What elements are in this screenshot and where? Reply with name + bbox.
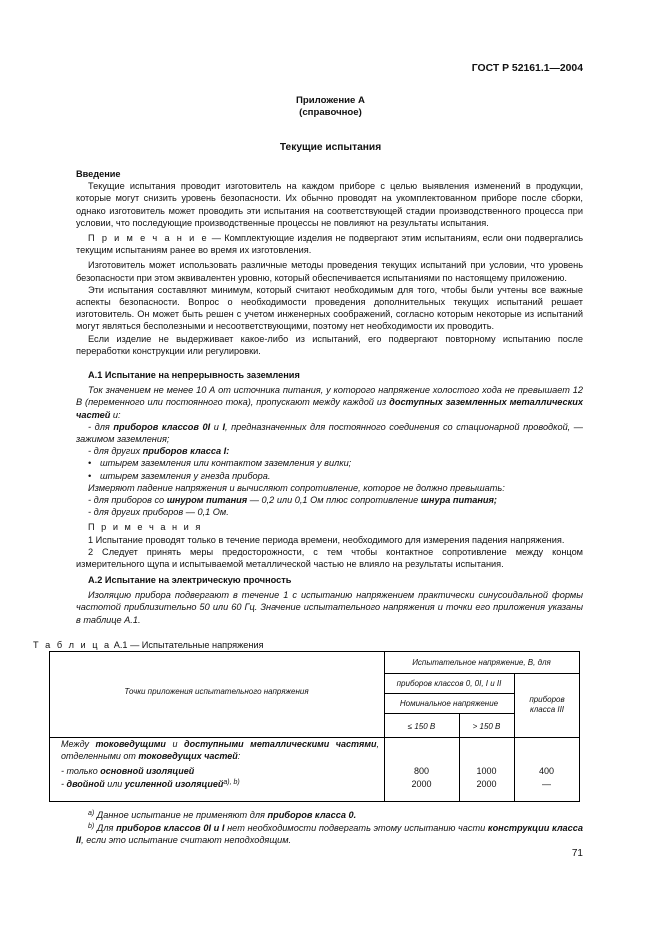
footnote-a-mark: a) — [88, 810, 95, 817]
a1-p1-end: и: — [110, 409, 121, 420]
footnote-b-term1: приборов классов 0I и I — [116, 823, 225, 833]
table-rule — [384, 693, 514, 694]
footnote-b-text3: , если это испытание считают неподходящим. — [81, 835, 292, 846]
row-basic-term: основной изоляцией — [100, 766, 195, 776]
a1-d3-term2: шнура питания; — [420, 495, 497, 506]
intro-heading: Введение — [76, 169, 121, 179]
intro-paragraph-2: Изготовитель может использовать различные методы проведения текущих испытаний при условии, что уровень безопасности при этом эквивалентен уровню, который обеспечивается испытаниями по настоящему приложению. — [76, 260, 583, 283]
a1-bullet-1 — [76, 457, 583, 469]
a1-d1-and: и — [210, 421, 223, 432]
table-rule — [384, 713, 514, 714]
row-double-footnote-ref: a), b) — [223, 779, 240, 786]
footnote-a-term: приборов класса 0. — [267, 810, 357, 820]
section-title: Текущие испытания — [279, 142, 382, 153]
row-head-live-parts: токоведущих частей — [138, 750, 238, 761]
row-head-between: Между — [61, 739, 96, 749]
row-double-gt150: 2000 — [476, 779, 497, 789]
header-gt150: > 150 В — [472, 722, 501, 731]
a1-note-1: 1 Испытание проводят только в течение периода времени, необходимого для измерения падения напряжения. — [88, 534, 565, 545]
table-rule — [384, 673, 579, 674]
a1-p1-text: Ток значением не менее 10 А от источника питания, у которого напряжение холостого хода не превышает 12 В (переменного или постоянного тока), пропускают между каждой из — [76, 385, 583, 408]
a1-d1-term: приборов классов 0I — [113, 421, 211, 432]
header-voltage: Испытательное напряжение, В, для — [412, 658, 551, 667]
header-nominal: Номинальное напряжение — [399, 699, 499, 708]
a1-dash-1 — [76, 421, 583, 445]
row-basic-le150: 800 — [413, 766, 430, 776]
appendix-label: Приложение А — [296, 95, 365, 106]
note-label: П р и м е ч а н и е — [88, 233, 209, 244]
footnote-b-text1: Для — [94, 823, 117, 833]
a1-heading: А.1 Испытание на непрерывность заземления — [88, 370, 300, 380]
table-caption-text: А.1 — Испытательные напряжения — [111, 640, 264, 650]
a2-paragraph-1: Изоляцию прибора подвергают в течение 1 с испытанию напряжением практически синусоидальной формы частотой приблизительно 50 или 60 Гц. Значение испытательного напряжения и точки его приложения указаны в таблице А.1. — [76, 590, 583, 625]
row-double-or: или — [104, 779, 125, 789]
a1-dash-2 — [76, 445, 583, 457]
table-border — [579, 651, 580, 802]
intro-note — [76, 232, 583, 256]
row-double-reinforced: усиленной изоляцией — [124, 779, 224, 789]
intro-paragraph-3: Эти испытания составляют минимум, который считают необходимым для того, чтобы были учтены все важные аспекты безопасности. Вопрос о необходимости проведения дополнительных текущих испытаний решает изготовитель. Он может быть решен с учетом инженерных соображений, согласно которым некоторые из испытаний могут являться бесполезными и несоответствующими, поэтому нет необходимости их проводить. — [76, 284, 583, 332]
intro-paragraph-1: Текущие испытания проводит изготовитель на каждом приборе с целью выявления изменений в продукции, которые могут снизить уровень безопасности. Их обычно проводят на укомплектованном приборе после сборки, однако изготовитель может проводить эти испытания на соответствующей стадии производственного процесса при условии, что последующие производственные процессы не повлияют на результаты испытания. — [76, 181, 583, 228]
footnote-b-text2: нет необходимости подвергать этому испытанию части — [224, 823, 488, 833]
a1-d1-end: , предназначенных для постоянного соединения со стационарной проводкой, — зажимом заземления; — [76, 421, 583, 445]
row-head-separated: , отделенными от — [61, 739, 380, 761]
row-basic-gt150: 1000 — [476, 766, 497, 776]
footnote-b — [76, 822, 583, 846]
a1-dash-4: - для других приборов — 0,1 Ом. — [88, 507, 229, 518]
row-head-live: токоведущими — [95, 739, 166, 749]
header-points: Точки приложения испытательного напряжения — [124, 687, 309, 696]
a1-notes-label: П р и м е ч а н и я — [88, 522, 203, 533]
a1-d3-mid: — 0,2 или 0,1 Ом плюс сопротивление — [247, 495, 421, 506]
table-rule — [49, 737, 580, 738]
a1-d2-term: приборов класса I: — [142, 446, 230, 457]
row-double-term: двойной — [66, 779, 105, 789]
row-head-text — [61, 739, 379, 762]
a1-dash-3 — [76, 494, 583, 506]
header-class3: приборов класса III — [529, 695, 565, 714]
a1-bullet-1-text: штырем заземления или контактом заземления у вилки; — [100, 458, 352, 469]
a1-bullet-2 — [76, 470, 583, 482]
test-voltage-table — [49, 651, 580, 802]
intro-paragraph-4: Если изделие не выдерживает какое-либо из испытаний, его подвергают повторному испытанию после переработки конструкции или регулировки. — [76, 333, 583, 356]
a1-d3-term: шнуром питания — [166, 495, 248, 506]
row-double-prefix: - — [61, 779, 67, 789]
appendix-type: (справочное) — [299, 107, 362, 118]
row-basic-label — [61, 765, 194, 777]
a1-d1-class: I — [222, 421, 225, 432]
table-border — [49, 651, 50, 802]
a1-d1-text: - для — [88, 421, 114, 432]
row-basic-prefix: - только — [61, 766, 101, 776]
note-text: — Комплектующие изделия не подвергают этим испытаниям, если они подвергались текущим испытаниям ранее во время их изготовления. — [76, 233, 583, 256]
a1-note-2: 2 Следует принять меры предосторожности, с тем чтобы контактное сопротивление между концом измерительного щупа и испытываемой металлической частью не влияло на результаты испытания. — [76, 546, 583, 570]
intro-block — [76, 168, 583, 357]
row-head-accessible: доступными металлическими частями — [184, 739, 377, 749]
row-double-label — [61, 778, 240, 790]
a2-heading: А.2 Испытание на электрическую прочность — [88, 575, 292, 585]
row-double-le150: 2000 — [411, 779, 432, 789]
footnote-a-text: Данное испытание не применяют для — [94, 810, 268, 820]
section-a2 — [76, 574, 583, 626]
a1-d3-text: - для приборов со — [88, 495, 167, 506]
table-caption-label: Т а б л и ц а — [33, 640, 112, 650]
header-classes: приборов классов 0, 0I, I и II — [396, 679, 502, 688]
a1-bullet-2-text: штырем заземления у гнезда прибора. — [100, 470, 271, 481]
row-head-and: и — [165, 739, 185, 749]
table-border — [49, 651, 580, 652]
bullet-icon: • — [88, 458, 92, 469]
footnote-b-term2: конструкции класса II — [76, 823, 583, 846]
footnote-b-mark: b) — [88, 823, 95, 830]
a1-p1-term: доступных заземленных металлических частей — [76, 397, 584, 420]
row-double-class3: — — [542, 779, 551, 789]
footnote-a — [76, 809, 583, 821]
a1-paragraph-2: Измеряют падение напряжения и вычисляют сопротивление, которое не должно превышать: — [88, 482, 505, 493]
standard-code: ГОСТ Р 52161.1—2004 — [471, 63, 583, 74]
row-head-colon: : — [237, 750, 241, 761]
table-caption — [33, 639, 264, 651]
a1-paragraph-1 — [76, 384, 583, 421]
section-a1 — [76, 369, 583, 570]
a1-d2-text: - для других — [88, 446, 143, 457]
table-border — [49, 801, 580, 802]
row-basic-class3: 400 — [538, 766, 555, 776]
page-number: 71 — [571, 848, 583, 859]
bullet-icon: • — [88, 470, 92, 481]
header-le150: ≤ 150 В — [407, 722, 436, 731]
